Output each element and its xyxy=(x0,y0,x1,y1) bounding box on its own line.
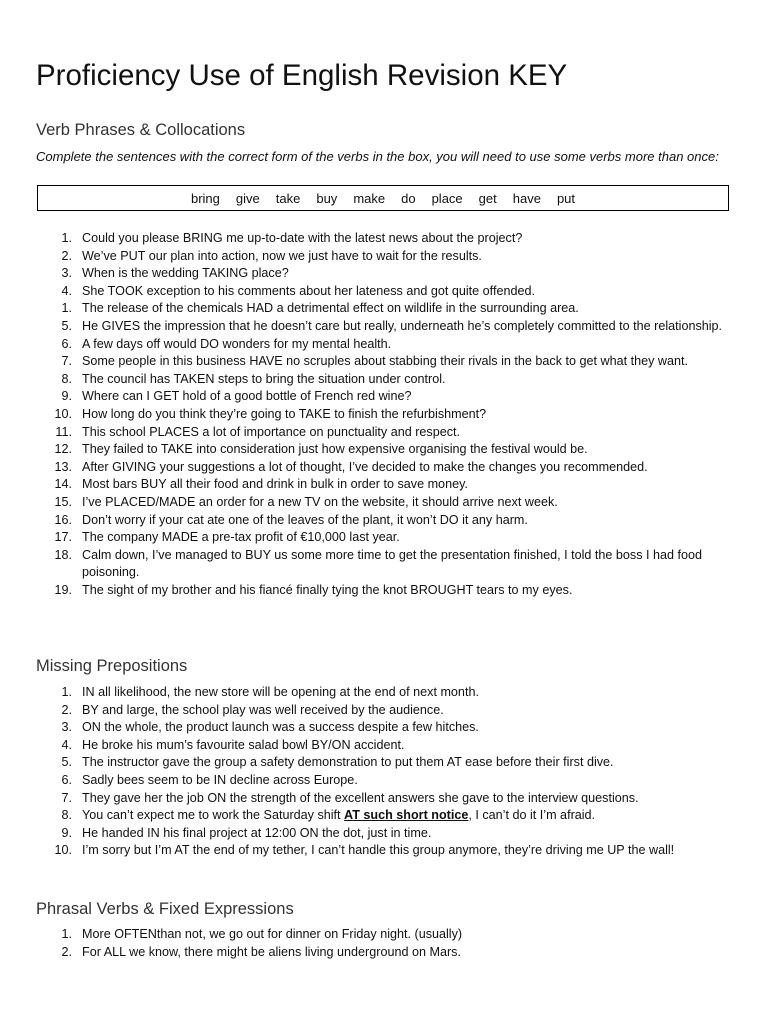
list-item: 11. This school PLACES a lot of importance on punctuality and respect. xyxy=(55,424,461,439)
list-item: 9. He handed IN his final project at 12:00 ON the dot, just in time. xyxy=(61,825,432,840)
list-item: 1. More OFTENthan not, we go out for dinner on Friday night. (usually) xyxy=(61,927,463,941)
list-item: 3. When is the wedding TAKING place? xyxy=(61,266,289,281)
list-item: 13. After GIVING your suggestions a lot of thought, I’ve decided to make the changes you recommended. xyxy=(54,459,648,474)
word-buy: buy xyxy=(316,190,338,206)
instructions-text: Complete the sentences with the correct form of the verbs in the box, you will need to use some verbs more than once: xyxy=(36,149,719,164)
word-place: place xyxy=(431,190,463,206)
word-bring: bring xyxy=(190,190,220,206)
list-item: 10. I’m sorry but I’m AT the end of my tether, I can’t handle this group anymore, they’re driving me UP the wall! xyxy=(54,843,675,858)
list-item: 4. He broke his mum’s favourite salad bowl BY/ON accident. xyxy=(61,737,405,752)
section-heading-missing-prepositions: Missing Prepositions xyxy=(36,657,188,675)
word-put: put xyxy=(556,190,576,206)
word-box xyxy=(37,185,729,211)
word-give: give xyxy=(235,190,260,206)
list-item: 3. ON the whole, the product launch was a success despite a few hitches. xyxy=(61,720,479,735)
list-item: 10. How long do you think they’re going to TAKE to finish the refurbishment? xyxy=(54,406,487,421)
list-item: 9. Where can I GET hold of a good bottle of French red wine? xyxy=(61,389,412,404)
word-make: make xyxy=(353,190,386,206)
word-get: get xyxy=(478,190,497,206)
list-item: 19. The sight of my brother and his fiancé finally tying the knot BROUGHT tears to my eyes. xyxy=(54,582,573,597)
list-item: 6. A few days off would DO wonders for my mental health. xyxy=(61,336,392,351)
list-item: 6. Sadly bees seem to be IN decline across Europe. xyxy=(61,772,358,787)
word-take: take xyxy=(275,190,301,206)
page-title: Proficiency Use of English Revision KEY xyxy=(36,59,568,92)
word-have: have xyxy=(512,190,541,206)
list-item: 7. Some people in this business HAVE no scruples about stabbing their rivals in the back to get what they want. xyxy=(61,354,689,369)
list-item: 12. They failed to TAKE into consideration just how expensive organising the festival would be. xyxy=(54,442,588,457)
phrasal-verbs-list xyxy=(36,926,736,961)
list-item: 5. He GIVES the impression that he doesn’t care but really, underneath he’s completely committed to the relationship. xyxy=(61,318,723,333)
verb-phrases-list xyxy=(36,230,736,599)
list-item: 1. Could you please BRING me up-to-date with the latest news about the project? xyxy=(61,231,523,245)
list-item: 1. IN all likelihood, the new store will be opening at the end of next month. xyxy=(61,685,479,699)
list-item: 5. The instructor gave the group a safety demonstration to put them AT ease before their first dive. xyxy=(61,755,614,770)
list-item: 15. I’ve PLACED/MADE an order for a new TV on the website, it should arrive next week. xyxy=(54,494,558,509)
missing-prepositions-list xyxy=(36,684,736,860)
list-item: 2. For ALL we know, there might be aliens living underground on Mars. xyxy=(61,944,461,959)
list-item: 4. She TOOK exception to his comments about her lateness and got quite offended. xyxy=(61,283,535,298)
section-heading-verb-phrases: Verb Phrases & Collocations xyxy=(36,121,246,139)
list-item: 16. Don’t worry if your cat ate one of the leaves of the plant, it won’t DO it any harm. xyxy=(54,512,528,527)
list-item: 8. The council has TAKEN steps to bring the situation under control. xyxy=(61,371,446,386)
list-item: 2. We’ve PUT our plan into action, now we just have to wait for the results. xyxy=(61,248,482,263)
list-item: 7. They gave her the job ON the strength of the excellent answers she gave to the interview questions. xyxy=(61,790,639,805)
list-item: 17. The company MADE a pre-tax profit of €10,000 last year. xyxy=(54,530,400,545)
list-item: 8. You can’t expect me to work the Saturday shift AT such short notice, I can’t do it I’m afraid. xyxy=(61,808,596,823)
list-item: 18. Calm down, I’ve managed to BUY us some more time to get the presentation finished, I told the boss I had food poisoning. xyxy=(54,547,703,580)
word-do: do xyxy=(401,190,416,206)
list-item: 1. The release of the chemicals HAD a detrimental effect on wildlife in the surrounding area. xyxy=(61,301,579,316)
section-heading-phrasal-verbs: Phrasal Verbs & Fixed Expressions xyxy=(36,900,294,918)
list-item: 2. BY and large, the school play was well received by the audience. xyxy=(61,702,444,717)
emphasized-answer: AT such short notice xyxy=(344,808,469,823)
list-item: 14. Most bars BUY all their food and drink in bulk in order to save money. xyxy=(54,477,468,492)
